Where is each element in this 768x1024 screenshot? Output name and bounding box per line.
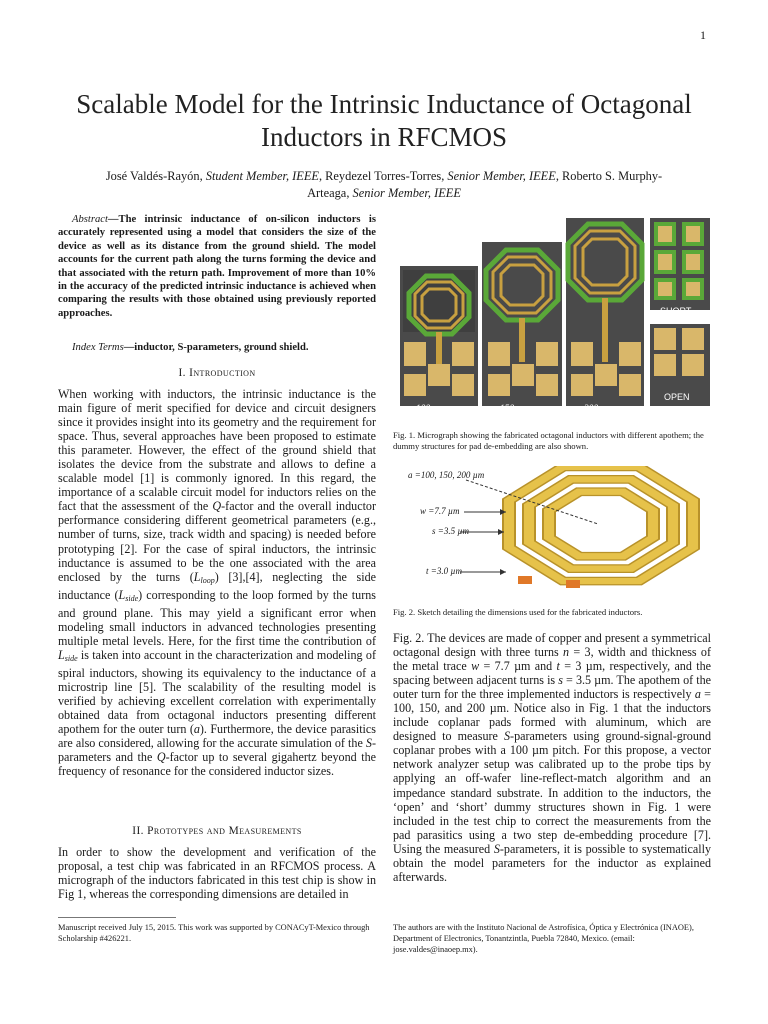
footnote-affiliation: The authors are with the Instituto Nacional de Astrofísica, Óptica y Electrónica (INAOE), Department of Electronics, Tonantzintla, Puebla 72840, Mexico. (email: jose.valdes@inaoep.mx).	[393, 923, 694, 954]
crossover-under-2	[566, 580, 580, 588]
index-terms-text: inductor, S-parameters, ground shield.	[134, 342, 309, 353]
annotation-width: w =7.7 µm	[420, 506, 460, 516]
figure-1-micrograph	[396, 214, 712, 416]
inductor-100-die	[400, 266, 478, 406]
author-1-role: Student Member, IEEE	[205, 169, 319, 183]
section-2-paragraph-start: In order to show the development and verification of the proposal, a test chip was fabricated in an RFCMOS process. A micrograph of the inductors fabricated in this test chip is show in Fig 1, whereas the corresponding dimensions are detailed in	[58, 845, 376, 902]
page-number: 1	[700, 28, 706, 42]
annotation-spacing: s =3.5 µm	[432, 526, 470, 536]
index-terms: Index Terms—inductor, S-parameters, ground shield.	[72, 342, 309, 353]
author-3-name: Roberto S. Murphy-Arteaga	[307, 169, 663, 200]
section-2-body-right	[393, 631, 711, 884]
section-2-paragraph-continued: Fig. 2. The devices are made of copper and present a symmetrical octagonal design with three turns n = 3, width and thickness of the metal trace w = 7.7 µm and t = 3 µm, respectively, and the spacing between adjacent turns is s = 3.5 µm. The apothem of the outer turn for the three implemented inductors is respectively a = 100, 150, and 200 µm. Notice also in Fig. 1 that the inductors include coplanar pads formed with aluminum, which are designed to measure S-parameters using ground-signal-ground coplanar probes with a 100 µm pitch. For this propose, a vector network analyzer setup was calibrated up to the probe tips by applying an off-wafer line-reflect-match algorithm and an impedance standard substrate. In addition to the inductors, the ‘open’ and ‘short’ dummy structures shown in Fig. 1 were included in the test chip to correct the measurements from the pad parasitics using a two step de-embedding procedure [7]. Using the measured S-parameters, it is possible to systematically obtain the model parameters for the inductor as explained afterwards.	[393, 631, 712, 884]
section-1-paragraph: When working with inductors, the intrinsic inductance is the main figure of merit specified for device and circuit designers since it provides insight into its geometry and the requirement for space. Thus, several approaches have been proposed to estimate this parameter. However, the effect of the ground shield that isolates the device from the substrate and allows to define a scalable model [1] is commonly ignored. In this regard, the importance of a scalable circuit model for inductors relies on the fact that the assessment of the Q-factor and the overall inductor performance considering different geometrical parameters (e.g., number of turns, size, track width and spacing) is needed before prototyping [2]. For the case of spiral inductors, the intrinsic inductance is assumed to be the one associated with the area enclosed by the turns $(L_{loop})$ [3],[4], neglecting the side inductance $(L_{side})$ corresponding to the loop formed by the turns and ground plane. This may yield a significant error when modeling small inductors in advanced technologies presenting multiple metal levels. Here, for the first time the contribution of $L_{side}$ is taken into account in the characterization and modeling of spiral inductors, showing its equivalency to the inductance of a microstrip line [5]. The scalability of the resulting model is verified by achieving excellent correlation with experimentally obtained data from octagonal inductors presenting different apothem for the outer turn (a). Furthermore, the device parasitics are also considered, allowing for the accurate simulation of the S-parameters and the Q-factor up to several gigahertz beyond the frequency of resonance for the considered inductor sizes.	[58, 387, 376, 779]
octagon-coil	[509, 467, 693, 581]
open-label: OPEN	[664, 392, 690, 402]
crossover-under-1	[518, 576, 532, 584]
author-1-name: José Valdés-Rayón	[105, 169, 200, 183]
inductor-200-die	[566, 218, 644, 406]
figure-1-caption: Fig. 1. Micrograph showing the fabricated octagonal inductors with different apothem; the dummy structures for pad de-embedding are also shown.	[393, 430, 704, 451]
figure-2-caption: Fig. 2. Sketch detailing the dimensions used for the fabricated inductors.	[393, 607, 643, 617]
section-2-body-left	[58, 845, 376, 901]
annotation-apothem: a =100, 150, 200 µm	[408, 470, 485, 480]
section-2-heading: II. Prototypes and Measurements	[132, 825, 302, 837]
author-3-role: Senior Member, IEEE	[352, 186, 461, 200]
section-1-heading: I. Introduction	[178, 367, 256, 379]
author-list: José Valdés-Rayón, Student Member, IEEE, Reydezel Torres-Torres, Senior Member, IEEE, Roberto S. Murphy-Arteaga, Senior Member, IEEE	[105, 169, 663, 200]
inductor-150-die	[482, 242, 562, 406]
short-dummy-structure	[650, 218, 710, 310]
footnote-manuscript: Manuscript received July 15, 2015. This work was supported by CONACyT-Mexico through Scholarship #426221.	[58, 923, 370, 943]
index-terms-label: Index Terms	[72, 342, 124, 353]
label-a200: a = 200 µm	[568, 404, 613, 414]
footnote-rule-left	[58, 917, 176, 918]
paper-title: Scalable Model for the Intrinsic Inductance of Octagonal Inductors in RFCMOS	[76, 89, 692, 152]
section-1-body	[58, 387, 376, 778]
annotation-thickness: t =3.0 µm	[426, 566, 463, 576]
abstract: Abstract—The intrinsic inductance of on-silicon inductors is accurately represented using a model that considers the size of the device as well as its distance from the ground shield. The model accounts for the current path along the turns forming the device and that associated with the return path. Improvement of more than 10% in the accuracy of the predicted intrinsic inductance is achieved when comparing the results with those obtained using previously reported approaches.	[58, 214, 376, 319]
abstract-text: The intrinsic inductance of on-silicon inductors is accurately represented using a model that considers the size of the device as well as its distance from the ground shield. The model accounts for the current path along the turns forming the device and that associated with the return path. Improvement of more than 10% in the accuracy of the predicted intrinsic inductance is achieved when comparing the results with those obtained using previously reported approaches.	[58, 214, 376, 319]
author-2-role: Senior Member, IEEE	[447, 169, 556, 183]
short-label: SHORT	[660, 306, 692, 316]
label-a100: a = 100 µm	[400, 404, 445, 414]
figure-2-sketch	[406, 466, 706, 598]
author-2-name: Reydezel Torres-Torres	[325, 169, 442, 183]
label-a150: a = 150 µm	[484, 404, 529, 414]
abstract-label: Abstract	[72, 214, 108, 225]
